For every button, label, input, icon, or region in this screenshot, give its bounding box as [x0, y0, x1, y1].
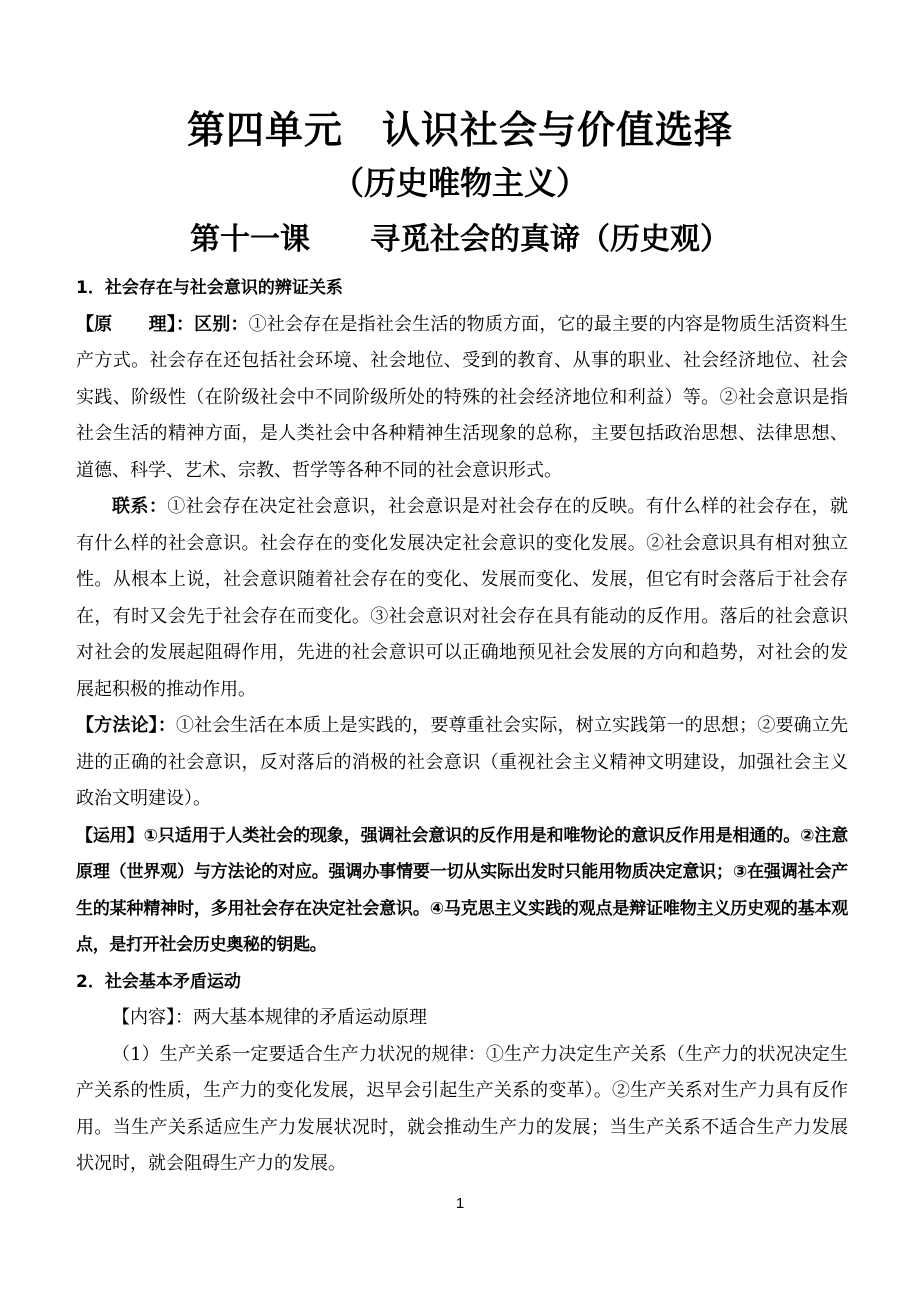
- methodology-paragraph: [76, 708, 848, 818]
- section-heading-1: 1．社会存在与社会意识的辨证关系: [76, 278, 343, 298]
- difference-text: ①社会存在是指社会生活的物质方面，它的最主要的内容是物质生活资料生产方式。社会存在还包括社会环境、社会地位、受到的教育、从事的职业、社会经济地位、社会实践、阶级性（在阶级社会中不同阶级所处的特殊的社会经济地位和利益）等。②社会意识是指社会生活的精神方面，是人类社会中各种精神生活现象的总称，主要包括政治思想、法律思想、道德、科学、艺术、宗教、哲学等各种不同的社会意识形式。: [76, 313, 849, 481]
- connection-label: 联系：: [112, 496, 168, 517]
- lesson-title: 第十一课 寻觅社会的真谛（历史观）: [190, 222, 730, 257]
- content-paragraph: [76, 1000, 848, 1037]
- unit-subtitle: （历史唯物主义）: [331, 164, 588, 202]
- principle-label: 【原 理】：: [76, 313, 195, 335]
- methodology-text: ①社会生活在本质上是实践的，要尊重社会实际，树立实践第一的思想；②要确立先进的正确的社会意识，反对落后的消极的社会意识（重视社会主义精神文明建设，加强社会主义政治文明建设）。: [76, 715, 848, 809]
- difference-label: 区别：: [194, 313, 249, 335]
- page-number: 1: [455, 1195, 465, 1212]
- methodology-label: 【方法论】：: [76, 715, 176, 736]
- content-label: 【内容】：: [112, 1007, 193, 1028]
- principle-paragraph: [76, 307, 848, 490]
- document-body: [76, 270, 848, 1183]
- content-text: 两大基本规律的矛盾运动原理: [193, 1007, 427, 1028]
- application-paragraph: 【运用】①只适用于人类社会的现象，强调社会意识的反作用是和唯物论的意识反作用是相通的。②注意原理（世界观）与方法论的对应。强调办事情要一切从实际出发时只能用物质决定意识；③在强调社会产生的某种精神时，多用社会存在决定社会意识。④马克思主义实践的观点是辩证唯物主义历史观的基本观点，是打开社会历史奥秘的钥匙。: [76, 825, 848, 955]
- connection-text: ①社会存在决定社会意识，社会意识是对社会存在的反映。有什么样的社会存在，就有什么样的社会意识。社会存在的变化发展决定社会意识的变化发展。②社会意识具有相对独立性。从根本上说，社会意识随着社会存在的变化、发展而变化、发展，但它有时会落后于社会存在，有时又会先于社会存在而变化。③社会意识对社会存在具有能动的反作用。落后的社会意识对社会的发展起阻碍作用，先进的社会意识可以正确地预见社会发展的方向和趋势，对社会的发展起积极的推动作用。: [76, 496, 848, 700]
- connection-paragraph: [76, 489, 848, 708]
- section-heading-2: 2．社会基本矛盾运动: [76, 971, 241, 992]
- law1-paragraph: （1）生产关系一定要适合生产力状况的规律：①生产力决定生产关系（生产力的状况决定生产关系的性质，生产力的变化发展，迟早会引起生产关系的变革）。②生产关系对生产力具有反作用。当生产关系适应生产力发展状况时，就会推动生产力的发展；当生产关系不适合生产力发展状况时，就会阻碍生产力的发展。: [76, 1043, 848, 1174]
- unit-title: 第四单元 认识社会与价值选择: [186, 108, 733, 152]
